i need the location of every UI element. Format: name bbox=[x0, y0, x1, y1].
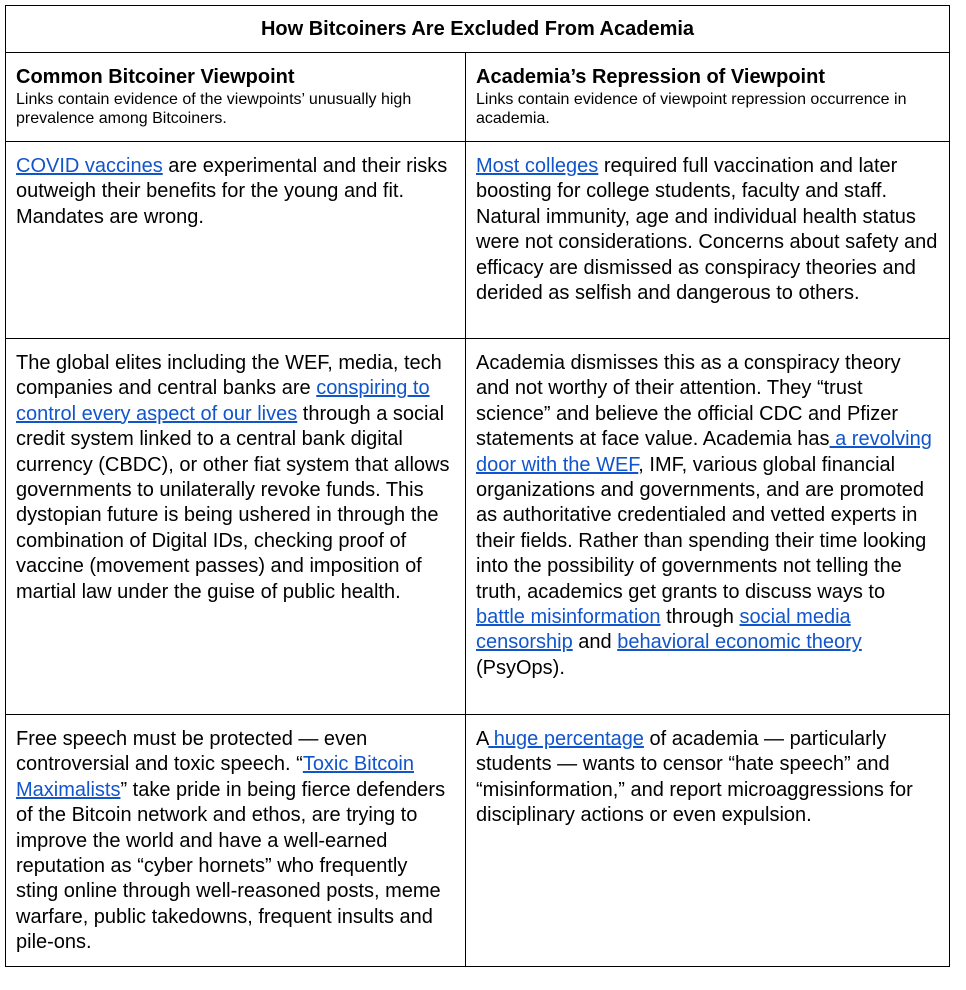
revolving-door-wef-link[interactable]: a revolving door with the WEF bbox=[476, 428, 932, 476]
row1-left-cell bbox=[6, 142, 466, 339]
row3-left-text-2: ” take pride in being fierce defenders of the Bitcoin network and ethos, are trying to improve the world and have a well-earned reputation as “cyber hornets” who frequently sting online through well-reasoned posts, meme warfare, public takedowns, frequent insults and pile-ons. bbox=[16, 778, 446, 954]
row1-left-text: are experimental and their risks outweigh their benefits for the young and fit. Mandates are wrong. bbox=[16, 155, 448, 228]
row2-left-text-1: The global elites including the WEF, media, tech companies and central banks are bbox=[16, 352, 442, 400]
row2-right-text-2: , IMF, various global financial organizations and governments, and are promoted as authoritative credentialed and vetted experts in their fields. Rather than spending their time looking into the possibility of governments not telling the truth, academics get grants to discuss ways to bbox=[476, 453, 927, 603]
row1-right-cell bbox=[466, 142, 950, 339]
header-right bbox=[466, 53, 950, 142]
table-row bbox=[6, 142, 950, 339]
table-title: How Bitcoiners Are Excluded From Academia bbox=[6, 6, 950, 53]
header-left bbox=[6, 53, 466, 142]
header-right-subtitle: Links contain evidence of viewpoint repression occurrence in academia. bbox=[476, 91, 907, 127]
battle-misinformation-link[interactable]: battle misinformation bbox=[476, 606, 661, 629]
huge-percentage-link[interactable]: huge percentage bbox=[488, 728, 644, 750]
row2-right-text-1: Academia dismisses this as a conspiracy theory and not worthy of their attention. They “trust science” and believe the official CDC and Pfizer statements at face value. Academia has bbox=[476, 352, 901, 451]
row2-right-text-4: and bbox=[572, 631, 618, 654]
most-colleges-link[interactable]: Most colleges bbox=[476, 155, 599, 177]
toxic-bitcoin-maximalists-link[interactable]: Toxic Bitcoin Maximalists bbox=[16, 753, 414, 801]
row1-right-text: required full vaccination and later boosting for college students, faculty and staff. Natural immunity, age and individual health status were not considerations. Concerns about safety and efficacy are dismissed as conspiracy theories and derided as selfish and dangerous to others. bbox=[476, 155, 938, 305]
covid-vaccines-link[interactable]: COVID vaccines bbox=[16, 155, 163, 177]
row3-right-cell bbox=[466, 715, 950, 967]
header-left-title: Common Bitcoiner Viewpoint bbox=[16, 66, 295, 88]
row2-right-cell bbox=[466, 339, 950, 715]
document-table-wrapper bbox=[5, 5, 949, 967]
row2-right-text-5: (PsyOps). bbox=[476, 656, 565, 679]
row2-right-text-3: through bbox=[660, 606, 740, 629]
row2-left-text-2: through a social credit system linked to a central bank digital currency (CBDC), or other fiat system that allows governments to unilaterally revoke funds. This dystopian future is being ushered in through the combination of Digital IDs, checking proof of vaccine (movement passes) and imposition of martial law under the guise of public health. bbox=[16, 402, 450, 603]
title-row bbox=[6, 6, 950, 53]
row2-left-cell bbox=[6, 339, 466, 715]
row3-right-text-2: of academia — particularly students — wants to censor “hate speech” and “misinformation,” and report microaggressions for disciplinary actions or even expulsion. bbox=[476, 728, 913, 827]
behavioral-economic-theory-link[interactable]: behavioral economic theory bbox=[617, 631, 862, 654]
row3-left-cell bbox=[6, 715, 466, 967]
row3-left-text-1: Free speech must be protected — even controversial and toxic speech. “ bbox=[16, 728, 368, 776]
comparison-table bbox=[5, 5, 950, 967]
row3-right-text-1: A bbox=[476, 728, 489, 750]
table-row bbox=[6, 339, 950, 715]
header-row bbox=[6, 53, 950, 142]
social-media-censorship-link[interactable]: social media censorship bbox=[476, 606, 851, 654]
header-right-title: Academia’s Repression of Viewpoint bbox=[476, 66, 825, 88]
conspiring-control-link[interactable]: conspiring to control every aspect of our lives bbox=[16, 377, 430, 425]
header-left-subtitle: Links contain evidence of the viewpoints’ unusually high prevalence among Bitcoiners. bbox=[16, 91, 412, 127]
table-row bbox=[6, 715, 950, 967]
